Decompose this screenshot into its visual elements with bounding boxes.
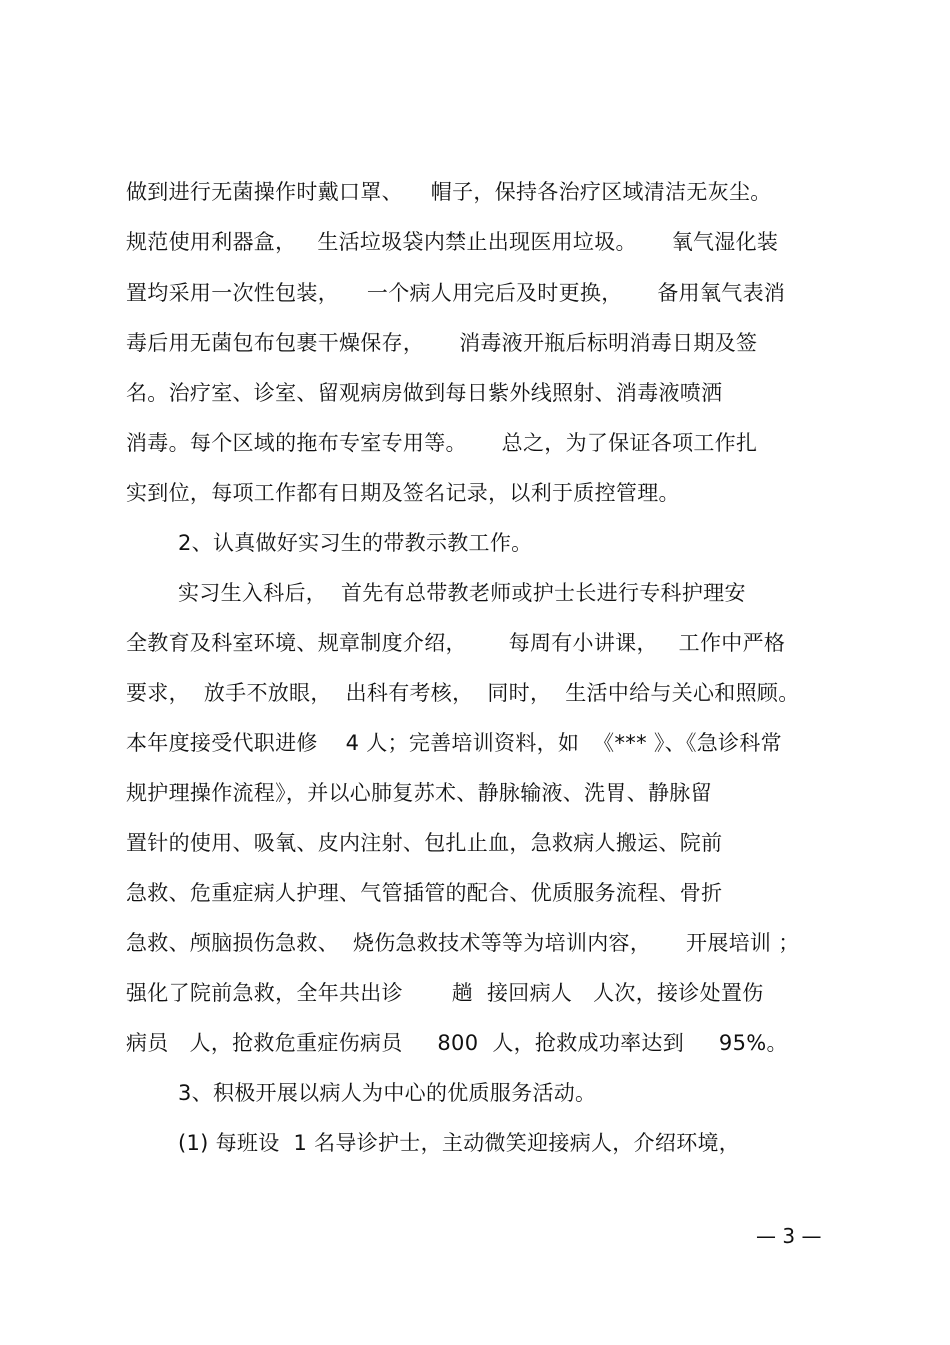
text-line: (1) 每班设 1 名导诊护士，主动微笑迎接病人，介绍环境， (178, 1131, 741, 1155)
text-line: 要求， 放手不放眼， 出科有考核， 同时， 生活中给与关心和照顾。 (126, 681, 800, 705)
text-line: 做到进行无菌操作时戴口罩、 帽子，保持各治疗区域清洁无灰尘。 (126, 180, 772, 204)
text-line: 毒后用无菌包布包裹干燥保存， 消毒液开瓶后标明消毒日期及签 (126, 331, 758, 355)
text-line: 置针的使用、吸氧、皮内注射、包扎止血，急救病人搬运、院前 (126, 831, 723, 855)
text-line: 消毒。每个区域的拖布专室专用等。 总之，为了保证各项工作扎 (126, 431, 758, 455)
page-number: — 3 — (756, 1224, 822, 1248)
text-line: 急救、颅脑损伤急救、 烧伤急救技术等等为培训内容， 开展培训 ； (126, 931, 800, 955)
section-heading: 2、认真做好实习生的带教示教工作。 (178, 531, 533, 555)
text-line: 全教育及科室环境、规章制度介绍， 每周有小讲课， 工作中严格 (126, 631, 786, 655)
text-line: 规范使用利器盒， 生活垃圾袋内禁止出现医用垃圾。 氧气湿化装 (126, 230, 779, 254)
text-line: 名。治疗室、诊室、留观病房做到每日紫外线照射、消毒液喷洒 (126, 381, 723, 405)
text-line: 病员 人，抢救危重症伤病员 800 人，抢救成功率达到 95%。 (126, 1031, 788, 1055)
text-line: 强化了院前急救，全年共出诊 趟 接回病人 人次，接诊处置伤 (126, 981, 764, 1005)
text-line: 本年度接受代职进修 4 人；完善培训资料，如 《*** 》、《急诊科常 (126, 731, 782, 755)
text-line: 实到位，每项工作都有日期及签名记录，以利于质控管理。 (126, 481, 680, 505)
text-line: 置均采用一次性包装， 一个病人用完后及时更换， 备用氧气表消 (126, 281, 786, 305)
text-line: 规护理操作流程》，并以心肺复苏术、静脉输液、洗胃、静脉留 (126, 781, 712, 805)
section-heading: 3、积极开展以病人为中心的优质服务活动。 (178, 1081, 597, 1105)
text-line: 急救、危重症病人护理、气管插管的配合、优质服务流程、骨折 (126, 881, 723, 905)
text-line: 实习生入科后， 首先有总带教老师或护士长进行专科护理安 (178, 581, 746, 605)
